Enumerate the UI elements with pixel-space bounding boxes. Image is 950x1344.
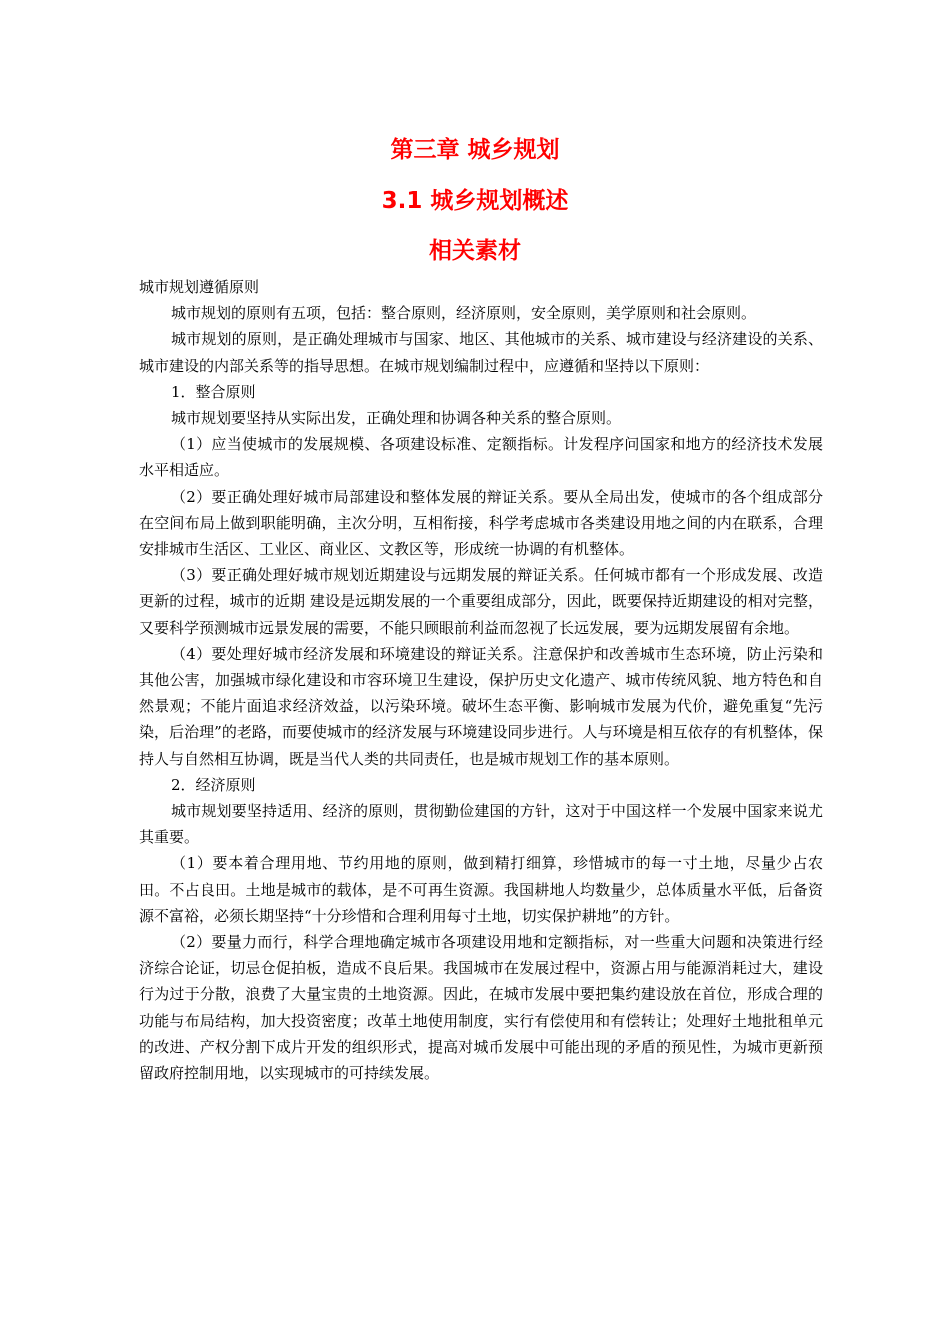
document-body bbox=[139, 274, 823, 1086]
section-title: 3.1 城乡规划概述 bbox=[381, 188, 569, 214]
paragraph: （3）要正确处理好城市规划近期建设与远期发展的辩证关系。任何城市都有一个形成发展、改造更新的过程，城市的近期 建设是远期发展的一个重要组成部分，因此，既要保持近期建设的相对完整，又要科学预测城市远景发展的需要，不能只顾眼前利益而忽视了长远发展，要为远期发展留有余地。 bbox=[139, 566, 823, 637]
paragraph: （2）要正确处理好城市局部建设和整体发展的辩证关系。要从全局出发，使城市的各个组成部分在空间布局上做到职能明确，主次分明，互相衔接，科学考虑城市各类建设用地之间的内在联系，合理安排城市生活区、工业区、商业区、文教区等，形成统一协调的有机整体。 bbox=[139, 487, 823, 559]
paragraph: （1）要本着合理用地、节约用地的原则，做到精打细算，珍惜城市的每一寸土地，尽量少占农田。不占良田。土地是城市的载体，是不可再生资源。我国耕地人均数量少，总体质量水平低，后备资源不富裕，必须长期坚持“十分珍惜和合理利用每寸土地，切实保护耕地”的方针。 bbox=[139, 854, 823, 925]
subsection-title: 相关素材 bbox=[429, 238, 521, 264]
chapter-title: 第三章 城乡规划 bbox=[390, 137, 560, 163]
paragraph: 城市规划要坚持从实际出发，正确处理和协调各种关系的整合原则。 bbox=[171, 409, 622, 428]
paragraph: 城市规划要坚持适用、经济的原则，贯彻勤俭建国的方针，这对于中国这样一个发展中国家来说尤其重要。 bbox=[139, 802, 823, 847]
paragraph-intro-title: 城市规划遵循原则 bbox=[139, 278, 260, 296]
paragraph: （2）要量力而行，科学合理地确定城市各项建设用地和定额指标，对一些重大问题和决策进行经济综合论证，切忌仓促拍板，造成不良后果。我国城市在发展过程中，资源占用与能源消耗过大，建设行为过于分散，浪费了大量宝贵的土地资源。因此，在城市发展中要把集约建设放在首位，形成合理的功能与布局结构，加大投资密度；改革土地使用制度，实行有偿使用和有偿转让；处理好土地批租单元的改进、产权分割下成片开发的组织形式，提高对城币发展中可能出现的矛盾的预见性，为城市更新预留政府控制用地，以实现城市的可持续发展。 bbox=[139, 933, 823, 1083]
paragraph: 城市规划的原则有五项，包括：整合原则，经济原则，安全原则，美学原则和社会原则。 bbox=[171, 304, 757, 323]
paragraph: （4）要处理好城市经济发展和环境建设的辩证关系。注意保护和改善城市生态环境，防止污染和其他公害，加强城市绿化建设和市容环境卫生建设，保护历史文化遗产、城市传统风貌、地方特色和自然景观；不能片面追求经济效益，以污染环境。破坏生态平衡、影响城市发展为代价，避免重复“先污染，后治理”的老路，而要使城市的经济发展与环境建设同步进行。人与环境是相互依存的有机整体，保持人与自然相互协调，既是当代人类的共同责任，也是城市规划工作的基本原则。 bbox=[139, 644, 823, 768]
paragraph-heading: 2．经济原则 bbox=[171, 775, 256, 794]
paragraph: 城市规划的原则，是正确处理城市与国家、地区、其他城市的关系、城市建设与经济建设的关系、城市建设的内部关系等的指导思想。在城市规划编制过程中，应遵循和坚持以下原则： bbox=[139, 330, 823, 375]
paragraph: （1）应当使城市的发展规模、各项建设标准、定额指标。计发程序问国家和地方的经济技术发展水平相适应。 bbox=[139, 435, 823, 480]
paragraph-heading: 1．整合原则 bbox=[171, 382, 256, 401]
